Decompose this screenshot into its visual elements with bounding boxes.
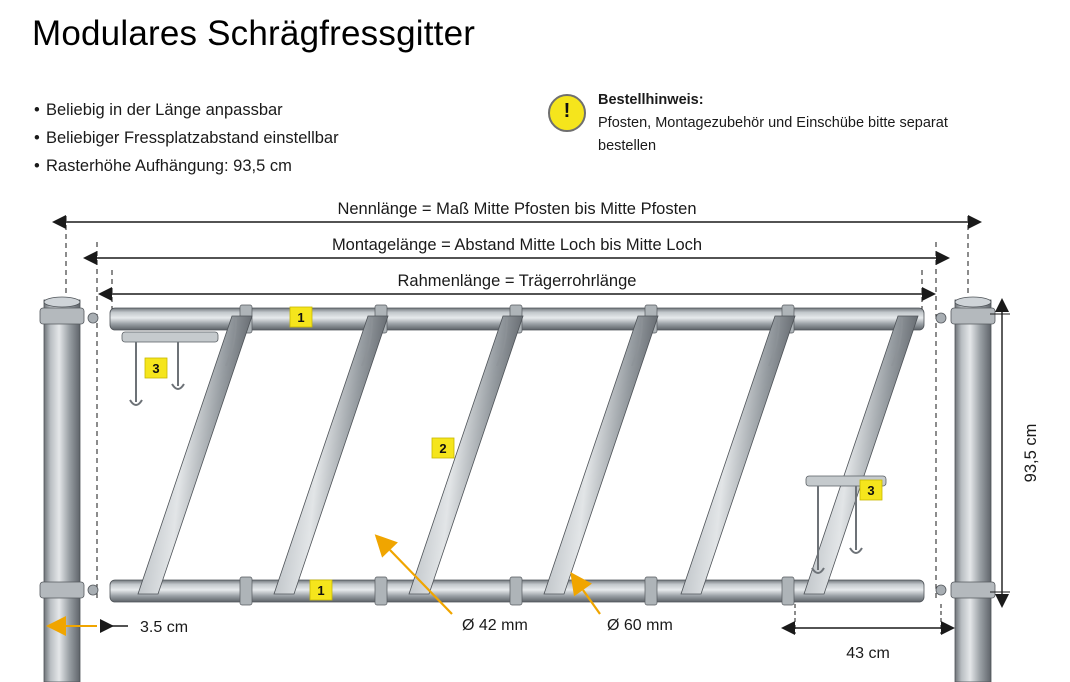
insert-left (122, 332, 218, 405)
list-item-label: Beliebig in der Länge anpassbar (46, 101, 283, 119)
dim-rahmenlaenge-label: Rahmenlänge = Trägerrohrlänge (397, 272, 637, 290)
list-item-label: Beliebiger Fressplatzabstand einstellbar (46, 129, 339, 147)
schraegfressgitter-technical-drawing (0, 190, 1070, 682)
svg-text:1: 1 (317, 583, 325, 598)
bullet-dot-icon: • (34, 129, 40, 147)
marker-1-top (290, 307, 312, 327)
order-notice-title: Bestellhinweis: (598, 92, 704, 108)
svg-text:3: 3 (867, 483, 875, 498)
callout-42mm-label: Ø 42 mm (462, 617, 528, 634)
feature-bullet-list (34, 96, 339, 180)
dim-offset-label: 3.5 cm (140, 619, 189, 636)
bullet-dot-icon: • (34, 101, 40, 119)
page-title: Modulares Schrägfressgitter (32, 14, 476, 53)
dim-height-label: 93,5 cm (1022, 423, 1040, 483)
dim-montagelaenge-label: Montagelänge = Abstand Mitte Loch bis Mitte Loch (331, 236, 703, 254)
marker-3-left (145, 358, 167, 378)
marker-3-right (860, 480, 882, 500)
list-item-label: Rasterhöhe Aufhängung: 93,5 cm (46, 157, 292, 175)
svg-text:2: 2 (439, 441, 447, 456)
list-item (34, 96, 339, 124)
order-notice-text: Pfosten, Montagezubehör und Einschübe bitte separat bestellen (598, 115, 948, 154)
marker-1-bottom (310, 580, 332, 600)
exclamation-glyph: ! (563, 100, 571, 122)
svg-text:1: 1 (297, 310, 305, 325)
exclamation-circle-icon (548, 94, 586, 132)
bullet-dot-icon: • (34, 157, 40, 175)
marker-2 (432, 438, 454, 458)
svg-text:3: 3 (152, 361, 160, 376)
dim-spacing-label: 43 cm (846, 645, 890, 662)
list-item (34, 152, 339, 180)
dim-nennlaenge-label: Nennlänge = Maß Mitte Pfosten bis Mitte Pfosten (337, 200, 697, 218)
callout-60mm-label: Ø 60 mm (607, 617, 673, 634)
list-item (34, 124, 339, 152)
